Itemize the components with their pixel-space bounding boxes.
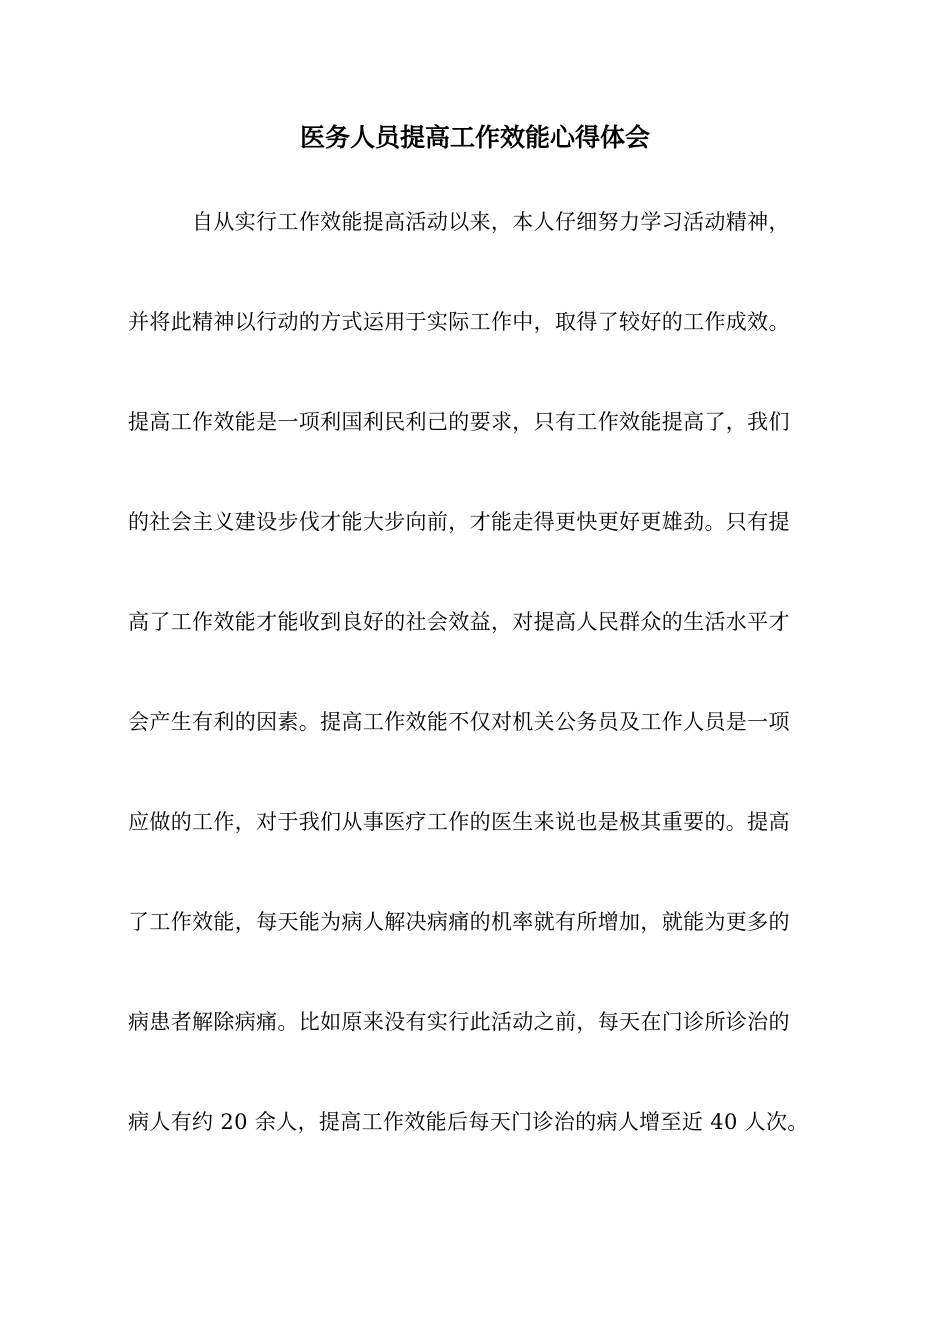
paragraph-line: 病人有约 20 余人，提高工作效能后每天门诊治的病人增至近 40 人次。 — [128, 1110, 809, 1134]
paragraph-line: 高了工作效能才能收到良好的社会效益，对提高人民群众的生活水平才 — [128, 610, 790, 634]
paragraph-line: 自从实行工作效能提高活动以来，本人仔细努力学习活动精神， — [192, 210, 790, 234]
document-body — [128, 200, 828, 1200]
paragraph-line: 了工作效能，每天能为病人解决病痛的机率就有所增加，就能为更多的 — [128, 910, 790, 934]
paragraph-line: 应做的工作，对于我们从事医疗工作的医生来说也是极其重要的。提高 — [128, 810, 790, 834]
paragraph-line: 提高工作效能是一项利国利民利己的要求，只有工作效能提高了，我们 — [128, 410, 790, 434]
paragraph-line: 的社会主义建设步伐才能大步向前，才能走得更快更好更雄劲。只有提 — [128, 510, 790, 534]
paragraph-line: 并将此精神以行动的方式运用于实际工作中，取得了较好的工作成效。 — [128, 310, 790, 334]
document-title: 医务人员提高工作效能心得体会 — [299, 123, 650, 152]
paragraph-line: 病患者解除病痛。比如原来没有实行此活动之前，每天在门诊所诊治的 — [128, 1010, 790, 1034]
paragraph-line: 会产生有利的因素。提高工作效能不仅对机关公务员及工作人员是一项 — [128, 710, 790, 734]
